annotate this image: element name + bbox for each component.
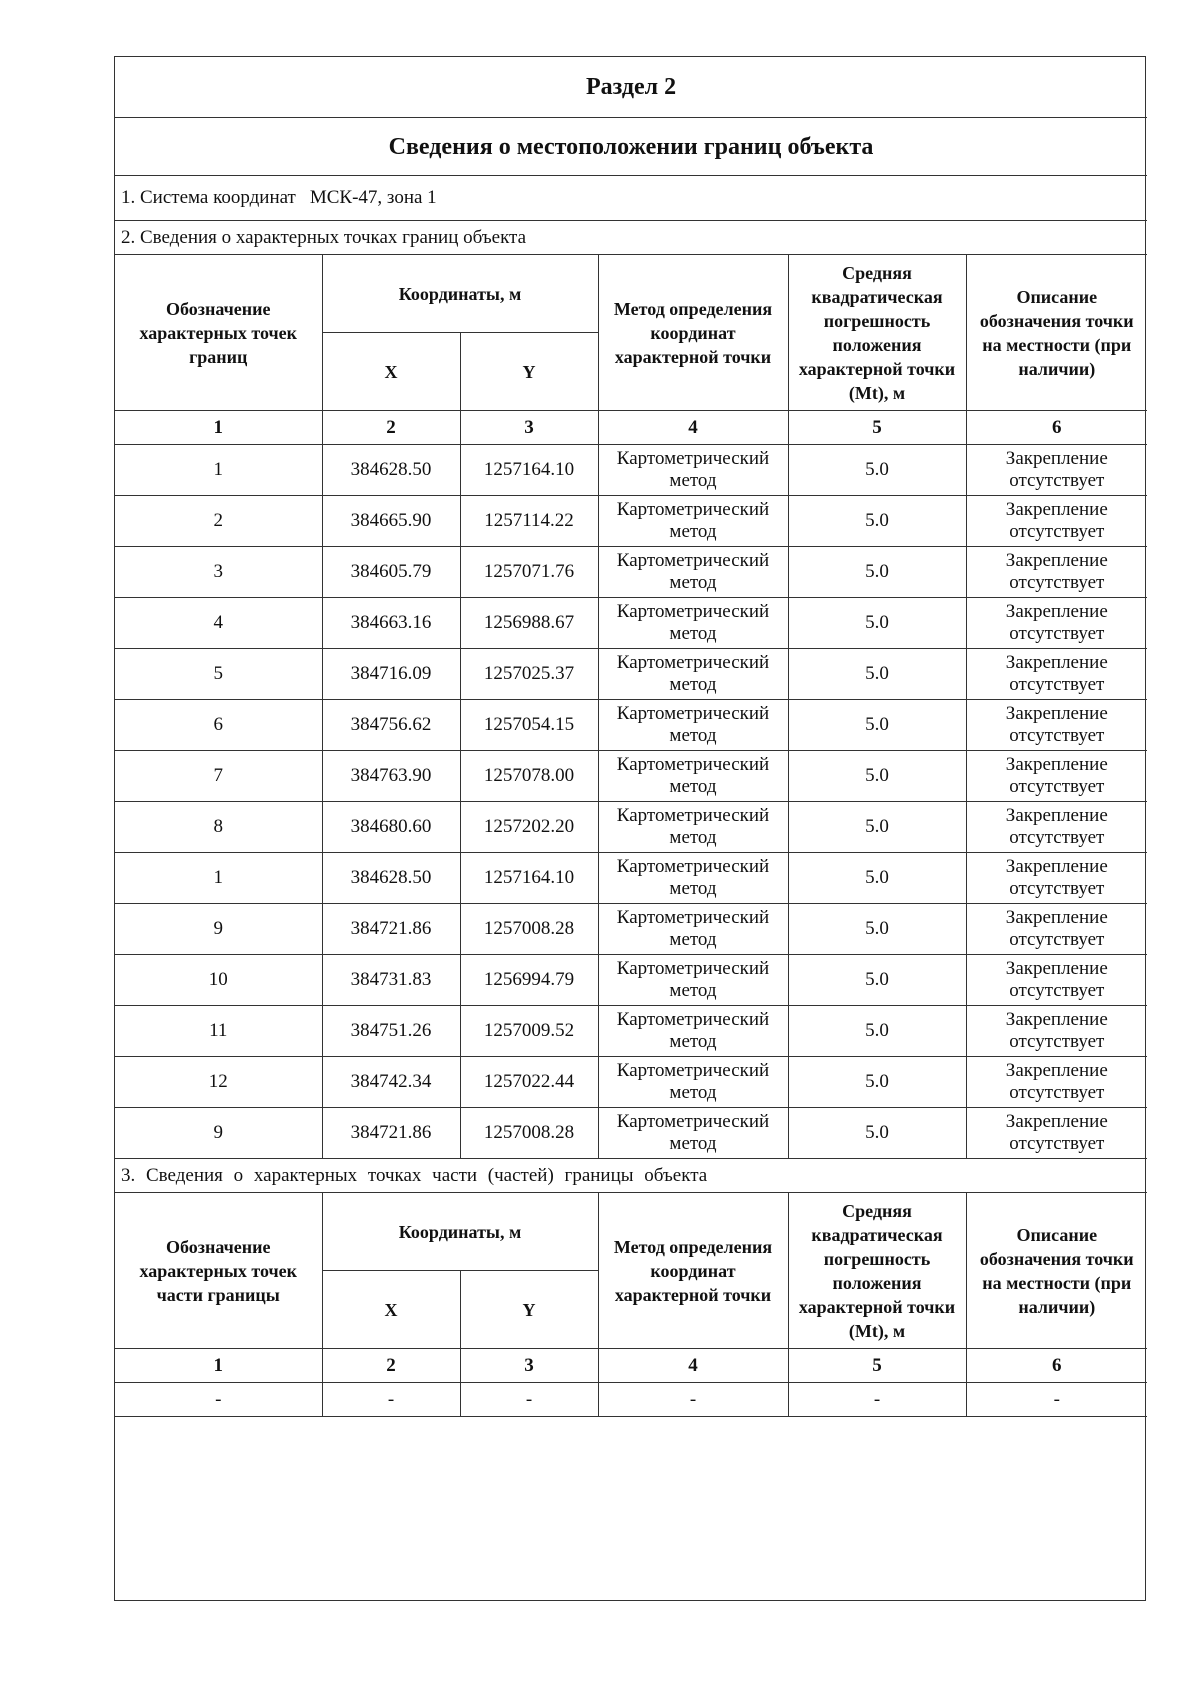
method-cell: Картометрический метод [598, 802, 788, 853]
method-cell: Картометрический метод [598, 904, 788, 955]
table-row [115, 649, 1147, 700]
method-cell: Картометрический метод [598, 547, 788, 598]
point-id-cell: 10 [115, 955, 322, 1006]
header-y: Y [460, 333, 598, 411]
column-numbers-row [115, 411, 1147, 445]
error-cell: 5.0 [788, 445, 966, 496]
point-id-cell: 9 [115, 1108, 322, 1159]
table-row [115, 700, 1147, 751]
document-subtitle: Сведения о местоположении границ объекта [115, 118, 1147, 176]
y-coordinate-cell: 1257078.00 [460, 751, 598, 802]
x-coordinate-cell: 384680.60 [322, 802, 460, 853]
header2-method: Метод определения координат характерной точки [598, 1193, 788, 1349]
description-cell: Закрепление отсутствует [966, 496, 1147, 547]
y-coordinate-cell: 1257008.28 [460, 904, 598, 955]
point-id-cell: 1 [115, 445, 322, 496]
part-cell: - [115, 1383, 322, 1417]
method-cell: Картометрический метод [598, 853, 788, 904]
x-coordinate-cell: 384716.09 [322, 649, 460, 700]
header-x: X [322, 333, 460, 411]
point-id-cell: 12 [115, 1057, 322, 1108]
error-cell: 5.0 [788, 547, 966, 598]
method-cell: Картометрический метод [598, 1006, 788, 1057]
header-coordinates: Координаты, м [322, 255, 598, 333]
description-cell: Закрепление отсутствует [966, 1057, 1147, 1108]
coord-system-label: 1. Система координат [121, 187, 296, 208]
error-cell: 5.0 [788, 751, 966, 802]
method-cell: Картометрический метод [598, 496, 788, 547]
column-number-1: 1 [115, 1349, 322, 1383]
y-coordinate-cell: 1257022.44 [460, 1057, 598, 1108]
point-id-cell: 4 [115, 598, 322, 649]
header-point-designation: Обозначение характерных точек границ [115, 255, 322, 411]
description-cell: Закрепление отсутствует [966, 700, 1147, 751]
header2-description: Описание обозначения точки на местности (при наличии) [966, 1193, 1147, 1349]
point-id-cell: 2 [115, 496, 322, 547]
point-id-cell: 3 [115, 547, 322, 598]
y-coordinate-cell: 1257164.10 [460, 445, 598, 496]
column-numbers-row-2 [115, 1349, 1147, 1383]
x-coordinate-cell: 384628.50 [322, 445, 460, 496]
error-cell: 5.0 [788, 904, 966, 955]
x-coordinate-cell: 384756.62 [322, 700, 460, 751]
x-coordinate-cell: 384665.90 [322, 496, 460, 547]
x-coordinate-cell: 384763.90 [322, 751, 460, 802]
error-cell: 5.0 [788, 1006, 966, 1057]
error-cell: 5.0 [788, 496, 966, 547]
point-id-cell: 8 [115, 802, 322, 853]
coord-system-value: МСК-47, зона 1 [309, 187, 437, 208]
table-row [115, 1057, 1147, 1108]
method-cell: Картометрический метод [598, 1108, 788, 1159]
description-cell: Закрепление отсутствует [966, 751, 1147, 802]
header2-x: X [322, 1271, 460, 1349]
part-cell: - [966, 1383, 1147, 1417]
table-row [115, 445, 1147, 496]
part-cell: - [460, 1383, 598, 1417]
x-coordinate-cell: 384605.79 [322, 547, 460, 598]
method-cell: Картометрический метод [598, 751, 788, 802]
column-number-2: 2 [322, 1349, 460, 1383]
part-section-title: 3. Сведения о характерных точках части (частей) границы объекта [115, 1159, 1147, 1193]
y-coordinate-cell: 1256994.79 [460, 955, 598, 1006]
column-number-1: 1 [115, 411, 322, 445]
method-cell: Картометрический метод [598, 1057, 788, 1108]
error-cell: 5.0 [788, 700, 966, 751]
points-section-title: 2. Сведения о характерных точках границ объекта [115, 221, 1147, 255]
table-row [115, 751, 1147, 802]
header2-point-designation: Обозначение характерных точек части границы [115, 1193, 322, 1349]
error-cell: 5.0 [788, 1057, 966, 1108]
y-coordinate-cell: 1257054.15 [460, 700, 598, 751]
boundary-table [115, 57, 1147, 1417]
header2-error: Средняя квадратическая погрешность положения характерной точки (Mt), м [788, 1193, 966, 1349]
column-number-2: 2 [322, 411, 460, 445]
error-cell: 5.0 [788, 598, 966, 649]
point-id-cell: 11 [115, 1006, 322, 1057]
column-number-4: 4 [598, 411, 788, 445]
method-cell: Картометрический метод [598, 445, 788, 496]
table-row [115, 802, 1147, 853]
column-number-6: 6 [966, 411, 1147, 445]
column-number-5: 5 [788, 411, 966, 445]
description-cell: Закрепление отсутствует [966, 853, 1147, 904]
method-cell: Картометрический метод [598, 700, 788, 751]
description-cell: Закрепление отсутствует [966, 649, 1147, 700]
x-coordinate-cell: 384721.86 [322, 904, 460, 955]
description-cell: Закрепление отсутствует [966, 547, 1147, 598]
column-number-3: 3 [460, 411, 598, 445]
y-coordinate-cell: 1257009.52 [460, 1006, 598, 1057]
header-method: Метод определения координат характерной точки [598, 255, 788, 411]
y-coordinate-cell: 1257008.28 [460, 1108, 598, 1159]
coord-system-line [115, 176, 1147, 221]
table-row [115, 1108, 1147, 1159]
table-row [115, 904, 1147, 955]
x-coordinate-cell: 384628.50 [322, 853, 460, 904]
document-frame [114, 56, 1146, 1601]
header-description: Описание обозначения точки на местности (при наличии) [966, 255, 1147, 411]
y-coordinate-cell: 1257114.22 [460, 496, 598, 547]
method-cell: Картометрический метод [598, 598, 788, 649]
x-coordinate-cell: 384742.34 [322, 1057, 460, 1108]
x-coordinate-cell: 384731.83 [322, 955, 460, 1006]
description-cell: Закрепление отсутствует [966, 1108, 1147, 1159]
point-id-cell: 6 [115, 700, 322, 751]
column-number-3: 3 [460, 1349, 598, 1383]
point-id-cell: 5 [115, 649, 322, 700]
table-row [115, 496, 1147, 547]
y-coordinate-cell: 1257025.37 [460, 649, 598, 700]
y-coordinate-cell: 1257202.20 [460, 802, 598, 853]
x-coordinate-cell: 384663.16 [322, 598, 460, 649]
description-cell: Закрепление отсутствует [966, 1006, 1147, 1057]
table-row [115, 547, 1147, 598]
y-coordinate-cell: 1257071.76 [460, 547, 598, 598]
description-cell: Закрепление отсутствует [966, 955, 1147, 1006]
description-cell: Закрепление отсутствует [966, 904, 1147, 955]
column-number-4: 4 [598, 1349, 788, 1383]
table-row [115, 955, 1147, 1006]
table-row [115, 853, 1147, 904]
point-id-cell: 1 [115, 853, 322, 904]
y-coordinate-cell: 1256988.67 [460, 598, 598, 649]
error-cell: 5.0 [788, 955, 966, 1006]
table-row [115, 1006, 1147, 1057]
point-id-cell: 9 [115, 904, 322, 955]
part-cell: - [788, 1383, 966, 1417]
part-table-row [115, 1383, 1147, 1417]
header2-coordinates: Координаты, м [322, 1193, 598, 1271]
section-title: Раздел 2 [115, 57, 1147, 118]
x-coordinate-cell: 384721.86 [322, 1108, 460, 1159]
error-cell: 5.0 [788, 649, 966, 700]
part-cell: - [598, 1383, 788, 1417]
part-cell: - [322, 1383, 460, 1417]
x-coordinate-cell: 384751.26 [322, 1006, 460, 1057]
column-number-6: 6 [966, 1349, 1147, 1383]
error-cell: 5.0 [788, 1108, 966, 1159]
error-cell: 5.0 [788, 802, 966, 853]
point-id-cell: 7 [115, 751, 322, 802]
method-cell: Картометрический метод [598, 955, 788, 1006]
error-cell: 5.0 [788, 853, 966, 904]
description-cell: Закрепление отсутствует [966, 802, 1147, 853]
y-coordinate-cell: 1257164.10 [460, 853, 598, 904]
header2-y: Y [460, 1271, 598, 1349]
description-cell: Закрепление отсутствует [966, 598, 1147, 649]
table-row [115, 598, 1147, 649]
description-cell: Закрепление отсутствует [966, 445, 1147, 496]
header-error: Средняя квадратическая погрешность положения характерной точки (Mt), м [788, 255, 966, 411]
column-number-5: 5 [788, 1349, 966, 1383]
method-cell: Картометрический метод [598, 649, 788, 700]
